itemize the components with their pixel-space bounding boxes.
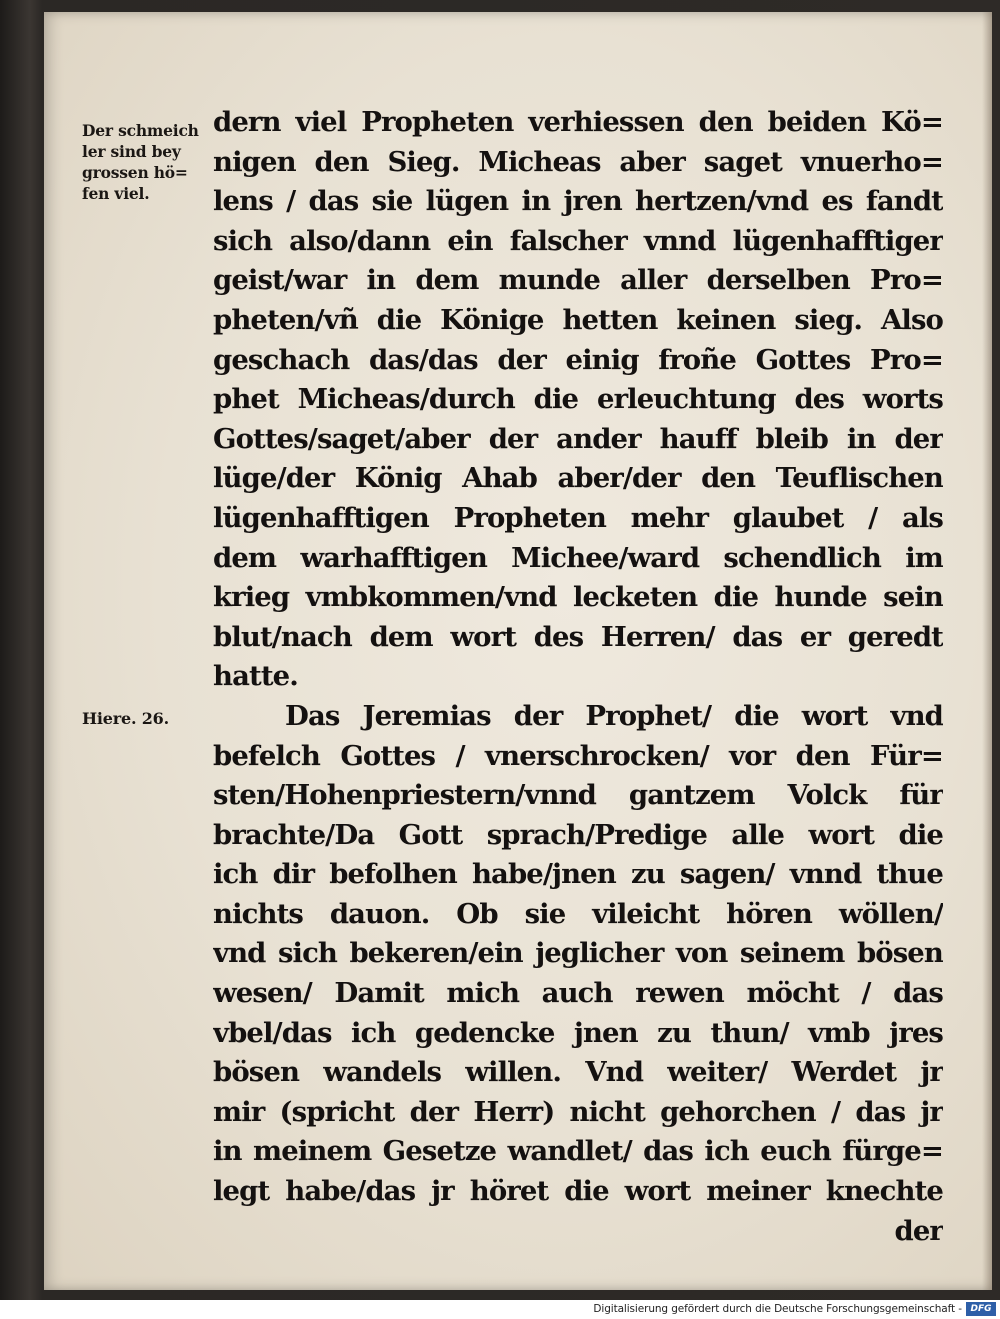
text-line-paragraph-start: Das Jeremias der Prophet/ die wort vnd bbox=[285, 699, 943, 732]
text-line: brachte/Da Gott sprach/Predige alle wort die bbox=[213, 818, 943, 851]
text-line: phet Micheas/durch die erleuchtung des worts bbox=[213, 383, 943, 416]
text-line-paragraph-end: hatte. bbox=[213, 660, 298, 693]
text-line: mir (spricht der Herr) nicht gehorchen / das jr bbox=[213, 1095, 943, 1128]
text-line: lüge/der König Ahab aber/der den Teuflischen bbox=[213, 462, 943, 495]
page-edge-shadow bbox=[982, 12, 992, 1290]
text-line: sich also/dann ein falscher vnnd lügenhafftiger bbox=[213, 224, 943, 257]
text-line: krieg vmbkommen/vnd lecketen die hunde sein bbox=[213, 581, 943, 614]
text-line: blut/nach dem wort des Herren/ das er geredt bbox=[213, 620, 943, 653]
text-line: wesen/ Damit mich auch rewen möcht / das bbox=[213, 977, 943, 1010]
text-line: legt habe/das jr höret die wort meiner knechte bbox=[213, 1175, 943, 1208]
text-line: pheten/vñ die Könige hetten keinen sieg. Also bbox=[213, 303, 943, 336]
margin-note-line: grossen hö= bbox=[82, 163, 188, 182]
text-line: geist/war in dem munde aller derselben Pro= bbox=[213, 264, 943, 297]
text-line: lügenhafftigen Propheten mehr glaubet / als bbox=[213, 501, 943, 534]
body-text bbox=[213, 103, 943, 1251]
margin-note-line: fen viel. bbox=[82, 184, 150, 203]
funding-notice: Digitalisierung gefördert durch die Deutsche Forschungsgemeinschaft - bbox=[593, 1303, 962, 1315]
text-line: dern viel Propheten verhiessen den beiden Kö= bbox=[213, 106, 943, 138]
margin-note-line: Der schmeich bbox=[82, 121, 199, 140]
margin-note-flatterers bbox=[82, 120, 232, 204]
text-line: vbel/das ich gedencke jnen zu thun/ vmb jres bbox=[213, 1016, 943, 1049]
margin-note-line: ler sind bey bbox=[82, 142, 181, 161]
dfg-logo: DFG bbox=[966, 1302, 996, 1316]
text-line: nichts dauon. Ob sie vileicht hören wöllen/ bbox=[213, 897, 943, 930]
margin-note-reference bbox=[82, 709, 169, 728]
text-line: sten/Hohenpriestern/vnnd gantzem Volck für bbox=[213, 779, 943, 812]
footer-bar bbox=[0, 1300, 1000, 1319]
text-line: vnd sich bekeren/ein jeglicher von seinem bösen bbox=[213, 937, 943, 970]
text-line: geschach das/das der einig froñe Gottes Pro= bbox=[213, 343, 943, 376]
text-line: dem warhafftigen Michee/ward schendlich im bbox=[213, 541, 943, 574]
text-line: befelch Gottes / vnerschrocken/ vor den Für= bbox=[213, 739, 943, 772]
text-line: bösen wandels willen. Vnd weiter/ Werdet jr bbox=[213, 1056, 943, 1089]
text-line: in meinem Gesetze wandlet/ das ich euch fürge= bbox=[213, 1135, 943, 1168]
text-line: nigen den Sieg. Micheas aber saget vnuerho= bbox=[213, 145, 943, 178]
text-line: Gottes/saget/aber der ander hauff bleib in der bbox=[213, 422, 943, 455]
margin-note-line: Hiere. 26. bbox=[82, 709, 169, 728]
catchword: der bbox=[894, 1214, 943, 1247]
text-line: lens / das sie lügen in jren hertzen/vnd es fandt bbox=[213, 185, 943, 218]
text-line: ich dir befolhen habe/jnen zu sagen/ vnnd thue bbox=[213, 858, 943, 891]
